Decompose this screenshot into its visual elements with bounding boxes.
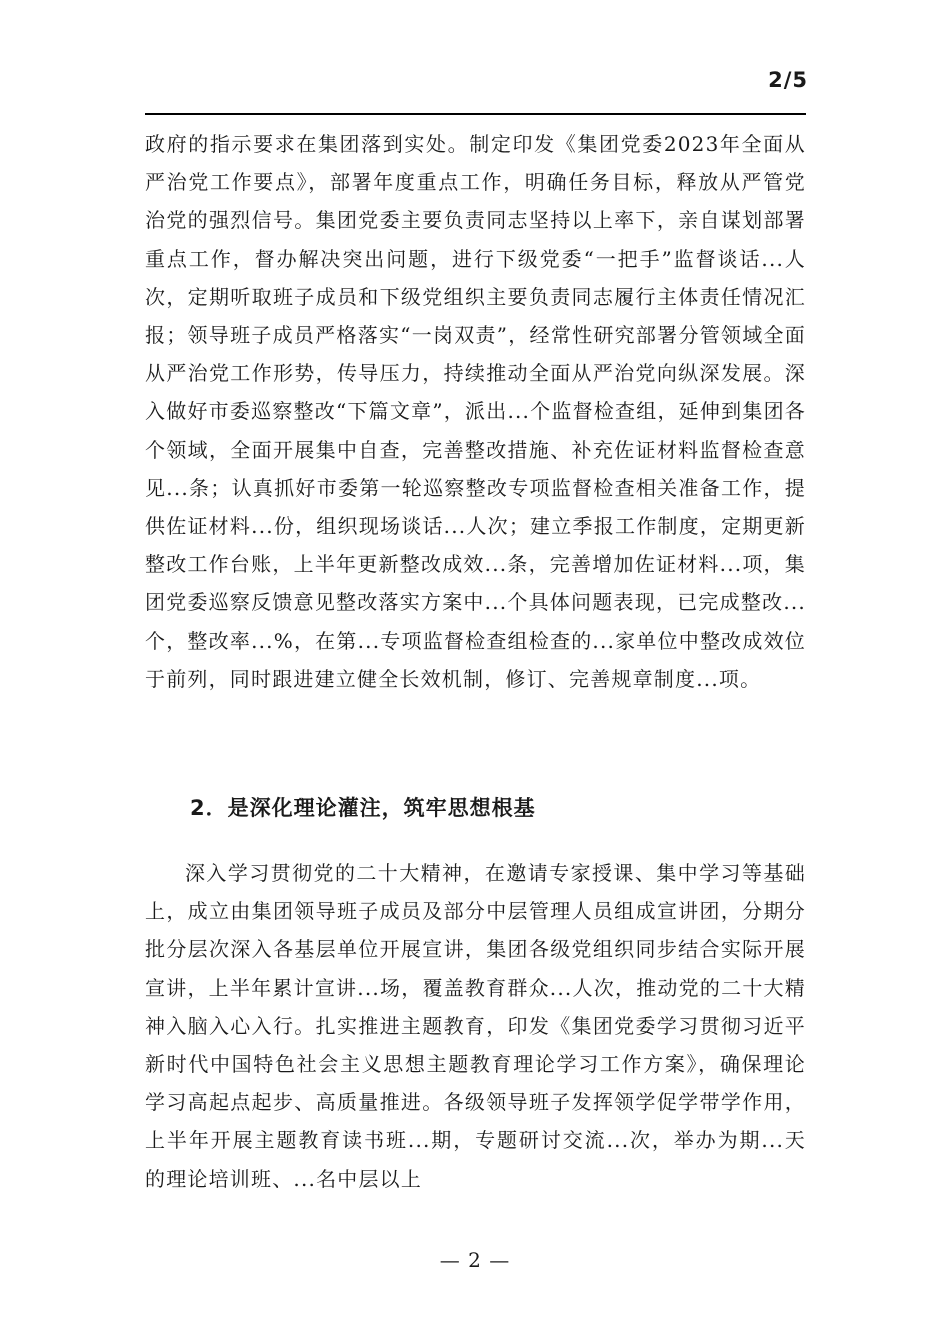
paragraph-text: 政府的指示要求在集团落到实处。制定印发《集团党委2023年全面从严治党工作要点》，部署年度重点工作，明确任务目标，释放从严管党治党的强烈信号。集团党委主要负责同志坚持以上率下，亲自谋划部署重点工作，督办解决突出问题，进行下级党委“一把手”监督谈话...人次，定期听取班子成员和下级党组织主要负责同志履行主体责任情况汇报；领导班子成员严格落实“一岗双责”，经常性研究部署分管领域全面从严治党工作形势，传导压力，持续推动全面从严治党向纵深发展。深入做好市委巡察整改“下篇文章”，派出...个监督检查组，延伸到集团各个领域，全面开展集中自查，完善整改措施、补充佐证材料监督检查意见...条；认真抓好市委第一轮巡察整改专项监督检查相关准备工作，提供佐证材料...份，组织现场谈话...人次；建立季报工作制度，定期更新整改工作台账，上半年更新整改成效...条，完善增加佐证材料...项，集团党委巡察反馈意见整改落实方案中...个具体问题表现，已完成整改...个，整改率...%，在第...专项监督检查组检查的...家单位中整改成效位于前列，同时跟进建立健全长效机制，修订、完善规章制度...项。: [145, 132, 806, 691]
section-paragraph: [145, 854, 806, 1198]
page-number: — 2 —: [439, 1248, 511, 1272]
paragraph-text: 深入学习贯彻党的二十大精神，在邀请专家授课、集中学习等基础上，成立由集团领导班子成员及部分中层管理人员组成宣讲团，分期分批分层次深入各基层单位开展宣讲，集团各级党组织同步结合实际开展宣讲，上半年累计宣讲...场，覆盖教育群众...人次，推动党的二十大精神入脑入心入行。扎实推进主题教育，印发《集团党委学习贯彻习近平新时代中国特色社会主义思想主题教育理论学习工作方案》，确保理论学习高起点起步、高质量推进。各级领导班子发挥领学促学带学作用，上半年开展主题教育读书班...期，专题研讨交流...次，举办为期...天的理论培训班、...名中层以上: [145, 861, 806, 1191]
page-counter: 2/5: [768, 68, 808, 92]
section-heading: 2．是深化理论灌注，筑牢思想根基: [190, 796, 536, 820]
header-divider: [145, 113, 806, 115]
continued-paragraph: [145, 125, 806, 698]
